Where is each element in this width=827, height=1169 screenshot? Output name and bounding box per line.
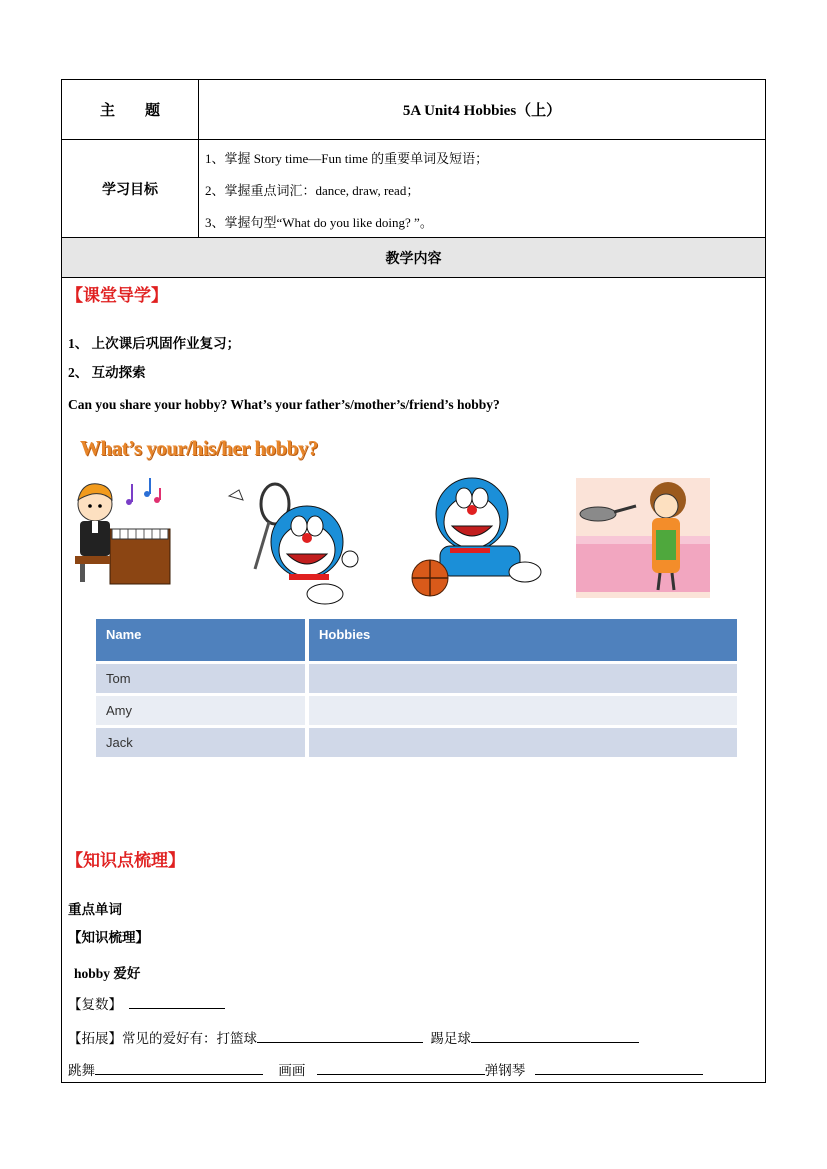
key-words-label: 重点单词	[68, 902, 122, 917]
table-header-name: Name	[96, 619, 307, 661]
word-hobby: hobby 爱好	[74, 966, 141, 981]
girl-cooking-illustration	[576, 478, 710, 598]
piano-label: 弹钢琴	[484, 1063, 526, 1078]
table-row	[96, 728, 737, 757]
topic-cell	[199, 80, 765, 139]
piano-blank[interactable]	[535, 1060, 703, 1075]
topic-row	[62, 80, 765, 140]
boy-piano-illustration	[70, 474, 180, 586]
draw-blank[interactable]	[317, 1060, 485, 1075]
section-title-knowledge: 【知识点梳理】	[66, 851, 185, 871]
doraemon-badminton-illustration	[225, 474, 365, 608]
goal-3: 3、掌握句型“What do you like doing? ”。	[205, 215, 433, 230]
content-row	[62, 238, 765, 278]
football-label: 踢足球	[430, 1031, 471, 1046]
knowledge-sort-label: 【知识梳理】	[68, 930, 149, 945]
plural-blank[interactable]	[129, 994, 225, 1009]
topic-label: 主 题	[62, 80, 199, 139]
plural-line	[68, 993, 225, 1013]
plural-label: 【复数】	[68, 997, 122, 1012]
table-header-row	[96, 619, 737, 661]
doraemon-basketball-illustration	[410, 474, 550, 600]
table-cell-hobby[interactable]	[309, 728, 737, 757]
table-cell-hobby[interactable]	[309, 696, 737, 725]
table-cell-name: Tom	[96, 664, 307, 693]
content-label: 教学内容	[385, 251, 442, 267]
table-row	[96, 696, 737, 725]
dance-label: 跳舞	[68, 1063, 95, 1078]
hobby-image-heading: What’s your/his/her hobby?	[80, 436, 318, 460]
goals-cell	[199, 140, 765, 237]
guide-item-2: 2、 互动探索	[68, 365, 146, 380]
goals-label: 学习目标	[62, 140, 199, 237]
goals-row	[62, 140, 765, 238]
more-hobbies-line	[68, 1059, 703, 1079]
draw-label: 画画	[278, 1063, 306, 1078]
guide-item-1: 1、 上次课后巩固作业复习；	[68, 336, 241, 351]
basketball-blank[interactable]	[257, 1028, 423, 1043]
table-header-hobbies: Hobbies	[309, 619, 737, 661]
table-cell-hobby[interactable]	[309, 664, 737, 693]
goal-1: 1、掌握 Story time—Fun time 的重要单词及短语；	[205, 151, 489, 166]
hobby-question: Can you share your hobby? What’s your father’s/mother’s/friend’s hobby?	[68, 397, 500, 412]
dance-blank[interactable]	[95, 1060, 263, 1075]
extend-line	[68, 1027, 639, 1047]
football-blank[interactable]	[471, 1028, 639, 1043]
table-cell-name: Jack	[96, 728, 307, 757]
table-cell-name: Amy	[96, 696, 307, 725]
section-title-guide: 【课堂导学】	[66, 286, 168, 306]
goal-2: 2、掌握重点词汇：dance, draw, read；	[205, 183, 420, 198]
topic-title: 5A Unit4 Hobbies（上）	[402, 103, 562, 119]
extend-label: 【拓展】常见的爱好有：打篮球	[68, 1031, 257, 1046]
table-row	[96, 664, 737, 693]
